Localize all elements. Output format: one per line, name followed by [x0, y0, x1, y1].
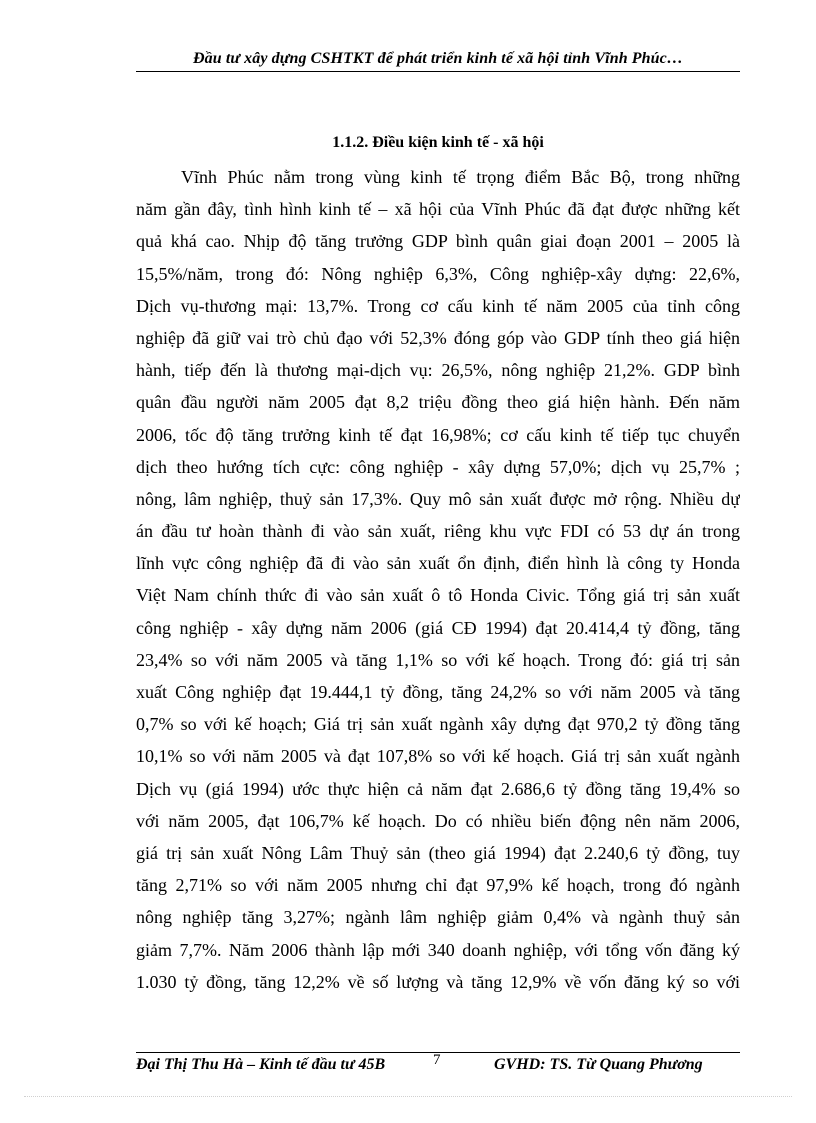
- paragraph-line: xuất Công nghiệp đạt 19.444,1 tỷ đồng, tăng 24,2% so với năm 2005 và tăng: [136, 682, 740, 702]
- footer-supervisor: GVHD: TS. Từ Quang Phương: [494, 1056, 703, 1073]
- paragraph-line: 23,4% so với năm 2005 và tăng 1,1% so với kế hoạch. Trong đó: giá trị sản: [136, 649, 740, 670]
- running-header-title: Đầu tư xây dựng CSHTKT để phát triển kinh tế xã hội tỉnh Vĩnh Phúc…: [193, 50, 683, 67]
- footer-author: Đại Thị Thu Hà – Kinh tế đầu tư 45B: [136, 1056, 386, 1073]
- paragraph-line: 0,7% so với kế hoạch; Giá trị sản xuất ngành xây dựng đạt 970,2 tỷ đồng tăng: [136, 714, 740, 735]
- header-divider: [136, 71, 740, 72]
- paragraph-line: với năm 2005, đạt 106,7% kế hoạch. Do có nhiều biến động nên năm 2006,: [136, 810, 740, 831]
- paragraph-line: Việt Nam chính thức đi vào sản xuất ô tô Honda Civic. Tổng giá trị sản xuất: [136, 585, 740, 606]
- paragraph-line: lĩnh vực công nghiệp đã đi vào sản xuất ổn định, điển hình là công ty Honda: [136, 553, 740, 574]
- paragraph-line: quân đầu người năm 2005 đạt 8,2 triệu đồng theo giá hiện hành. Đến năm: [136, 392, 740, 413]
- paragraph-line: tăng 2,71% so với năm 2005 nhưng chỉ đạt 97,9% kế hoạch, trong đó ngành: [136, 875, 740, 896]
- paragraph-line: Vĩnh Phúc nằm trong vùng kinh tế trọng điểm Bắc Bộ, trong những: [181, 167, 740, 187]
- paragraph-line: 10,1% so với năm 2005 và đạt 107,8% so với kế hoạch. Giá trị sản xuất ngành: [136, 746, 740, 767]
- paragraph-line: 1.030 tỷ đồng, tăng 12,2% về số lượng và tăng 12,9% về vốn đăng ký so với: [136, 971, 740, 992]
- section-heading: 1.1.2. Điều kiện kinh tế - xã hội: [332, 134, 544, 151]
- paragraph-line: Dịch vụ (giá 1994) ước thực hiện cả năm đạt 2.686,6 tỷ đồng tăng 19,4% so: [136, 778, 740, 799]
- body-paragraph: [136, 161, 740, 998]
- paragraph-line: năm gần đây, tình hình kinh tế – xã hội của Vĩnh Phúc đã đạt được những kết: [136, 199, 740, 220]
- paragraph-line: Dịch vụ-thương mại: 13,7%. Trong cơ cấu kinh tế năm 2005 của tỉnh công: [136, 295, 740, 316]
- paragraph-line: 2006, tốc độ tăng trưởng kinh tế đạt 16,98%; cơ cấu kinh tế tiếp tục chuyển: [136, 424, 740, 445]
- paragraph-line: công nghiệp - xây dựng năm 2006 (giá CĐ 1994) đạt 20.414,4 tỷ đồng, tăng: [136, 617, 740, 638]
- paragraph-line: nông nghiệp tăng 3,27%; ngành lâm nghiệp giảm 0,4% và ngành thuỷ sản: [136, 907, 740, 928]
- paragraph-line: 15,5%/năm, trong đó: Nông nghiệp 6,3%, Công nghiệp-xây dựng: 22,6%,: [136, 263, 740, 284]
- paragraph-line: nghiệp đã giữ vai trò chủ đạo với 52,3% đóng góp vào GDP tính theo giá hiện: [136, 327, 740, 348]
- paragraph-line: nông, lâm nghiệp, thuỷ sản 17,3%. Quy mô sản xuất được mở rộng. Nhiều dự: [136, 488, 740, 509]
- page-number: 7: [433, 1052, 441, 1068]
- paragraph-line: giảm 7,7%. Năm 2006 thành lập mới 340 doanh nghiệp, với tổng vốn đăng ký: [136, 939, 740, 960]
- paragraph-line: giá trị sản xuất Nông Lâm Thuỷ sản (theo giá 1994) đạt 2.240,6 tỷ đồng, tuy: [136, 842, 740, 863]
- paragraph-line: hành, tiếp đến là thương mại-dịch vụ: 26,5%, nông nghiệp 21,2%. GDP bình: [136, 360, 740, 381]
- page-edge-divider: [24, 1096, 792, 1097]
- paragraph-line: quả khá cao. Nhịp độ tăng trưởng GDP bình quân giai đoạn 2001 – 2005 là: [136, 231, 740, 252]
- paragraph-line: dịch theo hướng tích cực: công nghiệp - xây dựng 57,0%; dịch vụ 25,7% ;: [136, 456, 740, 477]
- paragraph-line: án đầu tư hoàn thành đi vào sản xuất, riêng khu vực FDI có 53 dự án trong: [136, 521, 740, 542]
